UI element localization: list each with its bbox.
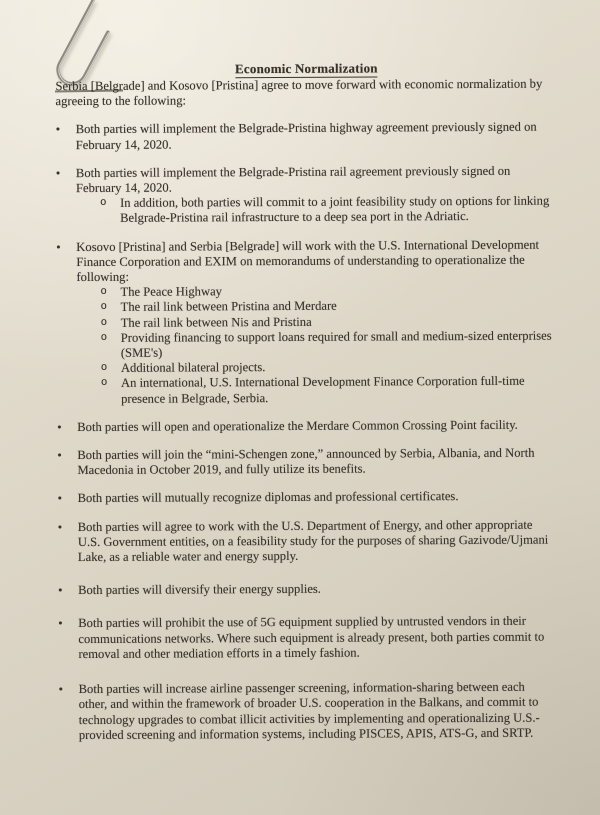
bullet-marker: • <box>58 616 63 631</box>
sub-bullet-marker: o <box>100 362 108 375</box>
bullet-text: Both parties will increase airline passenger screening, information-sharing between each other, and within the framework of broader U.S. cooperation in the Balkans, and commit to technology upgrades to combat illicit activities by implementing and operationalizing U.S.- provided screening and information systems, including PISCES, APIS, ATS-G, and SRTP. <box>78 679 540 742</box>
sub-bullet-text: The rail link between Pristina and Merdare <box>120 299 337 315</box>
bullet-marker: • <box>58 583 63 598</box>
bullet-text: Both parties will join the “mini-Schengen zone,” announced by Serbia, Albania, and North Macedonia in October 2019, and fully utilize its benefits. <box>77 445 535 478</box>
bullet-item <box>57 417 559 435</box>
bullet-text: Both parties will open and operationalize the Merdare Common Crossing Point facility. <box>77 417 518 434</box>
sub-bullet-marker: o <box>100 377 108 390</box>
bullet-group <box>56 163 558 226</box>
bullet-marker: • <box>57 420 62 435</box>
bullet-item <box>58 489 560 507</box>
bullet-item <box>59 680 561 743</box>
bullet-text: Both parties will prohibit the use of 5G equipment supplied by untrusted vendors in their communications networks. Where such equipment is already present, both parties commit to removal and other mediation efforts in a timely fashion. <box>78 614 545 661</box>
bullet-text: Both parties will implement the Belgrade-Pristina rail agreement previously signed on February 14, 2020. <box>75 163 511 196</box>
bullet-item <box>58 581 560 599</box>
bullet-group <box>57 446 559 479</box>
sub-bullet-text: Additional bilateral projects. <box>120 360 266 376</box>
bullet-text: Both parties will agree to work with the U.S. Department of Energy, and other appropriate U.S. Government entities, on a feasibility study for the purposes of sharing Gazivode/Ujmani Lake, as a reliable water and energy supply. <box>77 517 549 565</box>
bullet-item <box>57 446 559 479</box>
bullet-group <box>57 417 559 435</box>
sub-bullet-marker: o <box>100 316 108 329</box>
bullet-marker: • <box>55 165 61 180</box>
bullet-group <box>58 614 560 662</box>
page-title: Economic Normalization <box>234 60 378 77</box>
sub-bullet-text: The rail link between Nis and Pristina <box>120 314 312 330</box>
intro-paragraph: Serbia [Belgrade] and Kosovo [Pristina] agree to move forward with economic normalization by agreeing to the following: <box>55 76 543 109</box>
sub-bullet-marker: o <box>100 331 108 344</box>
sub-bullet-text: An international, U.S. International Development Finance Corporation full-time presence in Belgrade, Serbia. <box>120 374 525 406</box>
bullet-marker: • <box>55 122 61 137</box>
bullet-group <box>58 517 560 565</box>
bullet-item <box>56 120 558 153</box>
bullet-marker: • <box>56 239 61 254</box>
sub-bullet-text: Providing financing to support loans required for small and medium-sized enterprises (SME's) <box>120 328 552 360</box>
bullet-marker: • <box>57 519 63 534</box>
sub-bullet-item <box>57 328 559 361</box>
sub-bullet-marker: o <box>100 197 107 210</box>
bullet-item <box>58 517 560 565</box>
bullet-group <box>58 581 560 599</box>
bullet-group <box>58 489 560 507</box>
sub-bullet-item <box>57 374 559 407</box>
sub-bullet-text: The Peace Highway <box>120 284 222 300</box>
bullet-text: Both parties will diversify their energy supplies. <box>78 582 321 598</box>
bullet-group <box>56 120 558 153</box>
bullet-group <box>56 237 559 407</box>
bullet-group <box>59 680 561 743</box>
sub-bullet-item <box>56 194 558 227</box>
bullet-marker: • <box>57 491 63 506</box>
bullet-text: Kosovo [Pristina] and Serbia [Belgrade] will work with the U.S. International Development Finance Corporation and EXIM on memorandums of understanding to operationalize the following: <box>76 237 540 285</box>
sub-bullet-text: In addition, both parties will commit to a joint feasibility study on options for linking Belgrade-Pristina rail infrastructure to a deep sea port in the Adriatic. <box>120 193 550 226</box>
bullet-text: Both parties will mutually recognize diplomas and professional certificates. <box>77 489 459 506</box>
bullet-marker: • <box>57 448 62 463</box>
sub-bullet-marker: o <box>100 286 107 299</box>
bullet-item <box>56 237 558 285</box>
bullet-marker: • <box>58 682 64 697</box>
sub-bullet-marker: o <box>100 301 107 314</box>
bullet-text: Both parties will implement the Belgrade-Pristina highway agreement previously signed on February 14, 2020. <box>75 120 537 152</box>
bullet-item <box>58 614 560 662</box>
bullet-item <box>56 163 558 196</box>
